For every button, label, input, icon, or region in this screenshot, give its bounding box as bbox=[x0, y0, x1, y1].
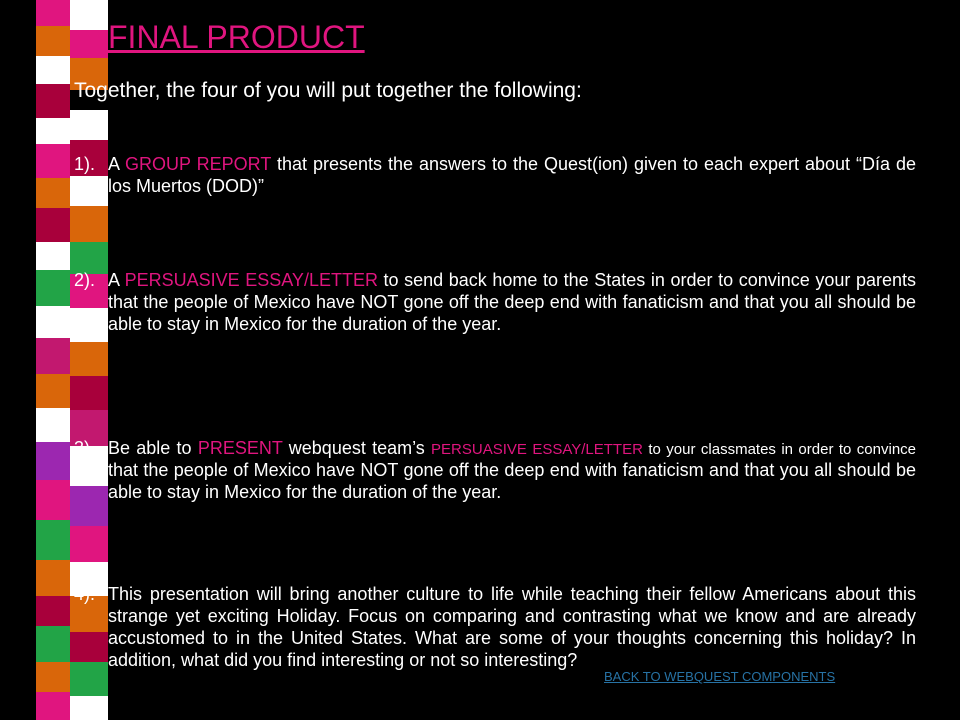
item-number: 2). bbox=[74, 270, 96, 290]
highlight-present: PRESENT bbox=[197, 438, 283, 458]
list-item-present: 3). Be able to PRESENT webquest team’s PERSUASIVE ESSAY/LETTER to your classmates in order to convince that the people of Mexico have NOT gone off the deep end with fanaticism and that you all should be able to stay in Mexico for the duration of the year. bbox=[74, 438, 917, 502]
intro-text: Together, the four of you will put together the following: bbox=[74, 79, 582, 102]
highlight-persuasive-essay: PERSUASIVE ESSAY/LETTER bbox=[124, 270, 378, 290]
highlight-persuasive-essay-small: PERSUASIVE ESSAY/LETTER bbox=[431, 441, 643, 458]
list-item-group-report: 1). A GROUP REPORT that presents the answers to the Quest(ion) given to each expert about “Día de los Muertos (DOD)” bbox=[74, 154, 916, 196]
item-number: 4). bbox=[74, 584, 96, 604]
list-item-persuasive-essay: 2). A PERSUASIVE ESSAY/LETTER to send back home to the States in order to convince your parents that the people of Mexico have NOT gone off the deep end with fanaticism and that you all should be able to stay in Mexico for the duration of the year. bbox=[74, 270, 916, 334]
highlight-group-report: GROUP REPORT bbox=[125, 154, 272, 174]
back-to-webquest-link[interactable]: BACK TO WEBQUEST COMPONENTS bbox=[604, 669, 836, 684]
slide-title: FINAL PRODUCT bbox=[108, 19, 365, 55]
list-item-presentation bbox=[74, 584, 916, 672]
item-number: 1). bbox=[74, 154, 96, 174]
item-text: This presentation will bring another culture to life while teaching their fellow Americans about this strange yet exciting Holiday. Focus on comparing and contrasting what we know and are already accustomed to in the United States. What are some of your thoughts concerning this holiday? In addition, what did you find interesting or not so interesting? bbox=[108, 584, 916, 670]
item-number: 3). bbox=[74, 438, 96, 458]
